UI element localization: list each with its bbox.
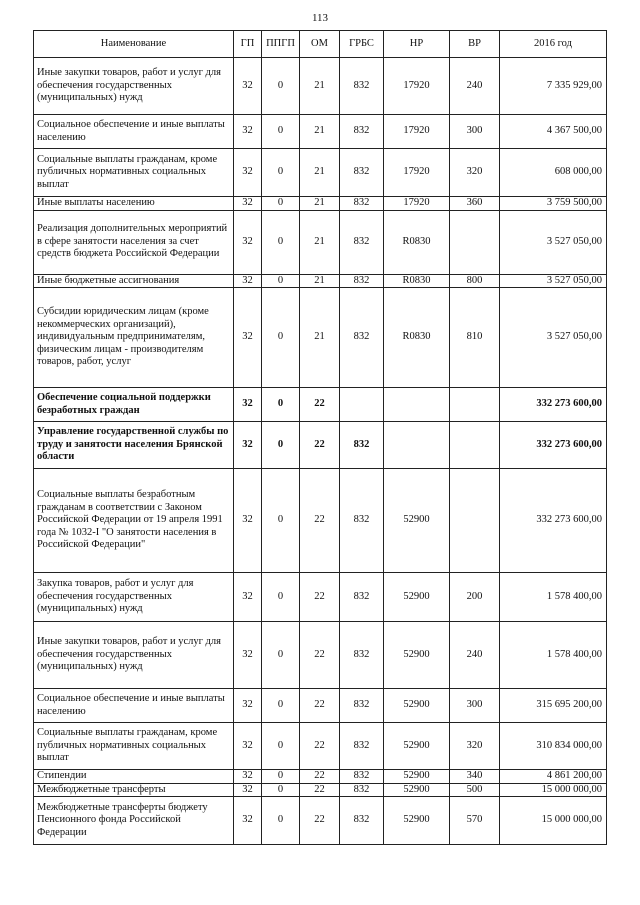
cell-gp: 32 <box>234 469 262 573</box>
cell-gp: 32 <box>234 770 262 784</box>
header-grbs: ГРБС <box>340 31 384 58</box>
cell-om: 21 <box>300 274 340 288</box>
cell-nr: R0830 <box>384 210 450 274</box>
cell-grbs: 832 <box>340 288 384 388</box>
cell-grbs: 832 <box>340 783 384 797</box>
cell-om: 22 <box>300 797 340 845</box>
cell-vr: 570 <box>450 797 500 845</box>
table-row <box>34 783 607 797</box>
cell-gp: 32 <box>234 622 262 689</box>
cell-gp: 32 <box>234 797 262 845</box>
cell-ppgp: 0 <box>262 622 300 689</box>
cell-ppgp: 0 <box>262 388 300 422</box>
header-vr: ВР <box>450 31 500 58</box>
cell-nr: 17920 <box>384 197 450 211</box>
cell-name: Социальные выплаты безработным гражданам в соответствии с Законом Российской Федерации от 19 апреля 1991 года № 1032-I "О занятости населения в Российской Федерации" <box>34 469 234 573</box>
cell-om: 21 <box>300 288 340 388</box>
cell-amount: 3 759 500,00 <box>500 197 607 211</box>
table-row <box>34 115 607 149</box>
cell-ppgp: 0 <box>262 770 300 784</box>
cell-amount: 15 000 000,00 <box>500 797 607 845</box>
cell-grbs: 832 <box>340 622 384 689</box>
cell-vr: 500 <box>450 783 500 797</box>
cell-grbs: 832 <box>340 58 384 115</box>
cell-om: 22 <box>300 689 340 723</box>
budget-table <box>33 30 607 845</box>
cell-ppgp: 0 <box>262 288 300 388</box>
cell-name: Стипендии <box>34 770 234 784</box>
cell-amount: 315 695 200,00 <box>500 689 607 723</box>
cell-om: 22 <box>300 622 340 689</box>
cell-gp: 32 <box>234 58 262 115</box>
cell-ppgp: 0 <box>262 783 300 797</box>
cell-vr: 320 <box>450 723 500 770</box>
cell-grbs: 832 <box>340 149 384 197</box>
cell-vr <box>450 422 500 469</box>
cell-name: Реализация дополнительных мероприятий в сфере занятости населения за счет средств бюджета Российской Федерации <box>34 210 234 274</box>
cell-ppgp: 0 <box>262 210 300 274</box>
cell-ppgp: 0 <box>262 573 300 622</box>
cell-nr: 52900 <box>384 469 450 573</box>
table-row <box>34 422 607 469</box>
cell-om: 21 <box>300 149 340 197</box>
table-row <box>34 573 607 622</box>
cell-name: Закупка товаров, работ и услуг для обеспечения государственных (муниципальных) нужд <box>34 573 234 622</box>
cell-gp: 32 <box>234 288 262 388</box>
cell-nr: 52900 <box>384 770 450 784</box>
header-om: ОМ <box>300 31 340 58</box>
cell-vr: 240 <box>450 58 500 115</box>
cell-om: 22 <box>300 770 340 784</box>
cell-om: 21 <box>300 197 340 211</box>
cell-grbs: 832 <box>340 573 384 622</box>
cell-grbs: 832 <box>340 197 384 211</box>
cell-om: 22 <box>300 469 340 573</box>
table-header-row <box>34 31 607 58</box>
cell-nr: 17920 <box>384 115 450 149</box>
cell-ppgp: 0 <box>262 469 300 573</box>
cell-om: 22 <box>300 422 340 469</box>
cell-name: Иные бюджетные ассигнования <box>34 274 234 288</box>
cell-om: 22 <box>300 783 340 797</box>
cell-name: Субсидии юридическим лицам (кроме некоммерческих организаций), индивидуальным предпринимателям, физическим лицам - производителям товаров, работ, услуг <box>34 288 234 388</box>
cell-amount: 332 273 600,00 <box>500 422 607 469</box>
cell-om: 21 <box>300 210 340 274</box>
cell-vr: 810 <box>450 288 500 388</box>
header-ppgp: ППГП <box>262 31 300 58</box>
cell-amount: 332 273 600,00 <box>500 469 607 573</box>
cell-name: Социальное обеспечение и иные выплаты населению <box>34 689 234 723</box>
cell-amount: 332 273 600,00 <box>500 388 607 422</box>
cell-grbs: 832 <box>340 723 384 770</box>
cell-vr: 300 <box>450 689 500 723</box>
cell-vr: 300 <box>450 115 500 149</box>
cell-vr: 200 <box>450 573 500 622</box>
cell-nr: 52900 <box>384 689 450 723</box>
header-nr: НР <box>384 31 450 58</box>
cell-grbs: 832 <box>340 210 384 274</box>
cell-nr: 52900 <box>384 783 450 797</box>
cell-nr: 52900 <box>384 622 450 689</box>
cell-gp: 32 <box>234 197 262 211</box>
cell-gp: 32 <box>234 274 262 288</box>
cell-gp: 32 <box>234 115 262 149</box>
cell-name: Иные закупки товаров, работ и услуг для обеспечения государственных (муниципальных) нужд <box>34 58 234 115</box>
cell-name: Социальные выплаты гражданам, кроме публичных нормативных социальных выплат <box>34 149 234 197</box>
cell-nr <box>384 422 450 469</box>
cell-gp: 32 <box>234 388 262 422</box>
cell-gp: 32 <box>234 783 262 797</box>
cell-vr <box>450 210 500 274</box>
cell-gp: 32 <box>234 573 262 622</box>
table-row <box>34 58 607 115</box>
table-row <box>34 770 607 784</box>
table-row <box>34 274 607 288</box>
cell-name: Межбюджетные трансферты <box>34 783 234 797</box>
cell-nr: 17920 <box>384 149 450 197</box>
header-amount: 2016 год <box>500 31 607 58</box>
cell-ppgp: 0 <box>262 689 300 723</box>
cell-name: Обеспечение социальной поддержки безработных граждан <box>34 388 234 422</box>
cell-name: Социальное обеспечение и иные выплаты населению <box>34 115 234 149</box>
cell-vr: 240 <box>450 622 500 689</box>
table-row <box>34 288 607 388</box>
cell-amount: 1 578 400,00 <box>500 622 607 689</box>
cell-gp: 32 <box>234 723 262 770</box>
header-name: Наименование <box>34 31 234 58</box>
table-row <box>34 149 607 197</box>
table-row <box>34 723 607 770</box>
cell-ppgp: 0 <box>262 115 300 149</box>
cell-vr <box>450 388 500 422</box>
cell-gp: 32 <box>234 689 262 723</box>
cell-ppgp: 0 <box>262 274 300 288</box>
cell-amount: 310 834 000,00 <box>500 723 607 770</box>
cell-amount: 608 000,00 <box>500 149 607 197</box>
cell-grbs: 832 <box>340 422 384 469</box>
cell-gp: 32 <box>234 210 262 274</box>
cell-amount: 7 335 929,00 <box>500 58 607 115</box>
cell-amount: 3 527 050,00 <box>500 274 607 288</box>
cell-grbs <box>340 388 384 422</box>
cell-grbs: 832 <box>340 274 384 288</box>
cell-om: 21 <box>300 58 340 115</box>
header-gp: ГП <box>234 31 262 58</box>
cell-amount: 15 000 000,00 <box>500 783 607 797</box>
cell-amount: 4 861 200,00 <box>500 770 607 784</box>
cell-vr: 360 <box>450 197 500 211</box>
cell-ppgp: 0 <box>262 723 300 770</box>
cell-gp: 32 <box>234 422 262 469</box>
cell-name: Социальные выплаты гражданам, кроме публичных нормативных социальных выплат <box>34 723 234 770</box>
cell-amount: 3 527 050,00 <box>500 288 607 388</box>
table-row <box>34 388 607 422</box>
cell-ppgp: 0 <box>262 797 300 845</box>
cell-nr: 17920 <box>384 58 450 115</box>
page-number: 113 <box>311 12 329 24</box>
cell-ppgp: 0 <box>262 422 300 469</box>
cell-gp: 32 <box>234 149 262 197</box>
cell-amount: 1 578 400,00 <box>500 573 607 622</box>
cell-name: Межбюджетные трансферты бюджету Пенсионного фонда Российской Федерации <box>34 797 234 845</box>
cell-vr <box>450 469 500 573</box>
cell-om: 22 <box>300 388 340 422</box>
cell-nr: R0830 <box>384 274 450 288</box>
cell-om: 21 <box>300 115 340 149</box>
cell-om: 22 <box>300 723 340 770</box>
cell-ppgp: 0 <box>262 149 300 197</box>
cell-vr: 340 <box>450 770 500 784</box>
cell-grbs: 832 <box>340 469 384 573</box>
cell-amount: 4 367 500,00 <box>500 115 607 149</box>
cell-amount: 3 527 050,00 <box>500 210 607 274</box>
cell-nr: 52900 <box>384 797 450 845</box>
cell-om: 22 <box>300 573 340 622</box>
cell-grbs: 832 <box>340 770 384 784</box>
table-row <box>34 689 607 723</box>
table-row <box>34 797 607 845</box>
cell-nr: 52900 <box>384 573 450 622</box>
cell-vr: 800 <box>450 274 500 288</box>
cell-ppgp: 0 <box>262 197 300 211</box>
table-row <box>34 469 607 573</box>
cell-grbs: 832 <box>340 689 384 723</box>
cell-vr: 320 <box>450 149 500 197</box>
cell-nr: R0830 <box>384 288 450 388</box>
cell-name: Иные выплаты населению <box>34 197 234 211</box>
table-row <box>34 622 607 689</box>
cell-grbs: 832 <box>340 115 384 149</box>
cell-name: Иные закупки товаров, работ и услуг для обеспечения государственных (муниципальных) нужд <box>34 622 234 689</box>
table-row <box>34 210 607 274</box>
table-row <box>34 197 607 211</box>
cell-nr <box>384 388 450 422</box>
cell-grbs: 832 <box>340 797 384 845</box>
cell-nr: 52900 <box>384 723 450 770</box>
cell-name: Управление государственной службы по труду и занятости населения Брянской области <box>34 422 234 469</box>
cell-ppgp: 0 <box>262 58 300 115</box>
